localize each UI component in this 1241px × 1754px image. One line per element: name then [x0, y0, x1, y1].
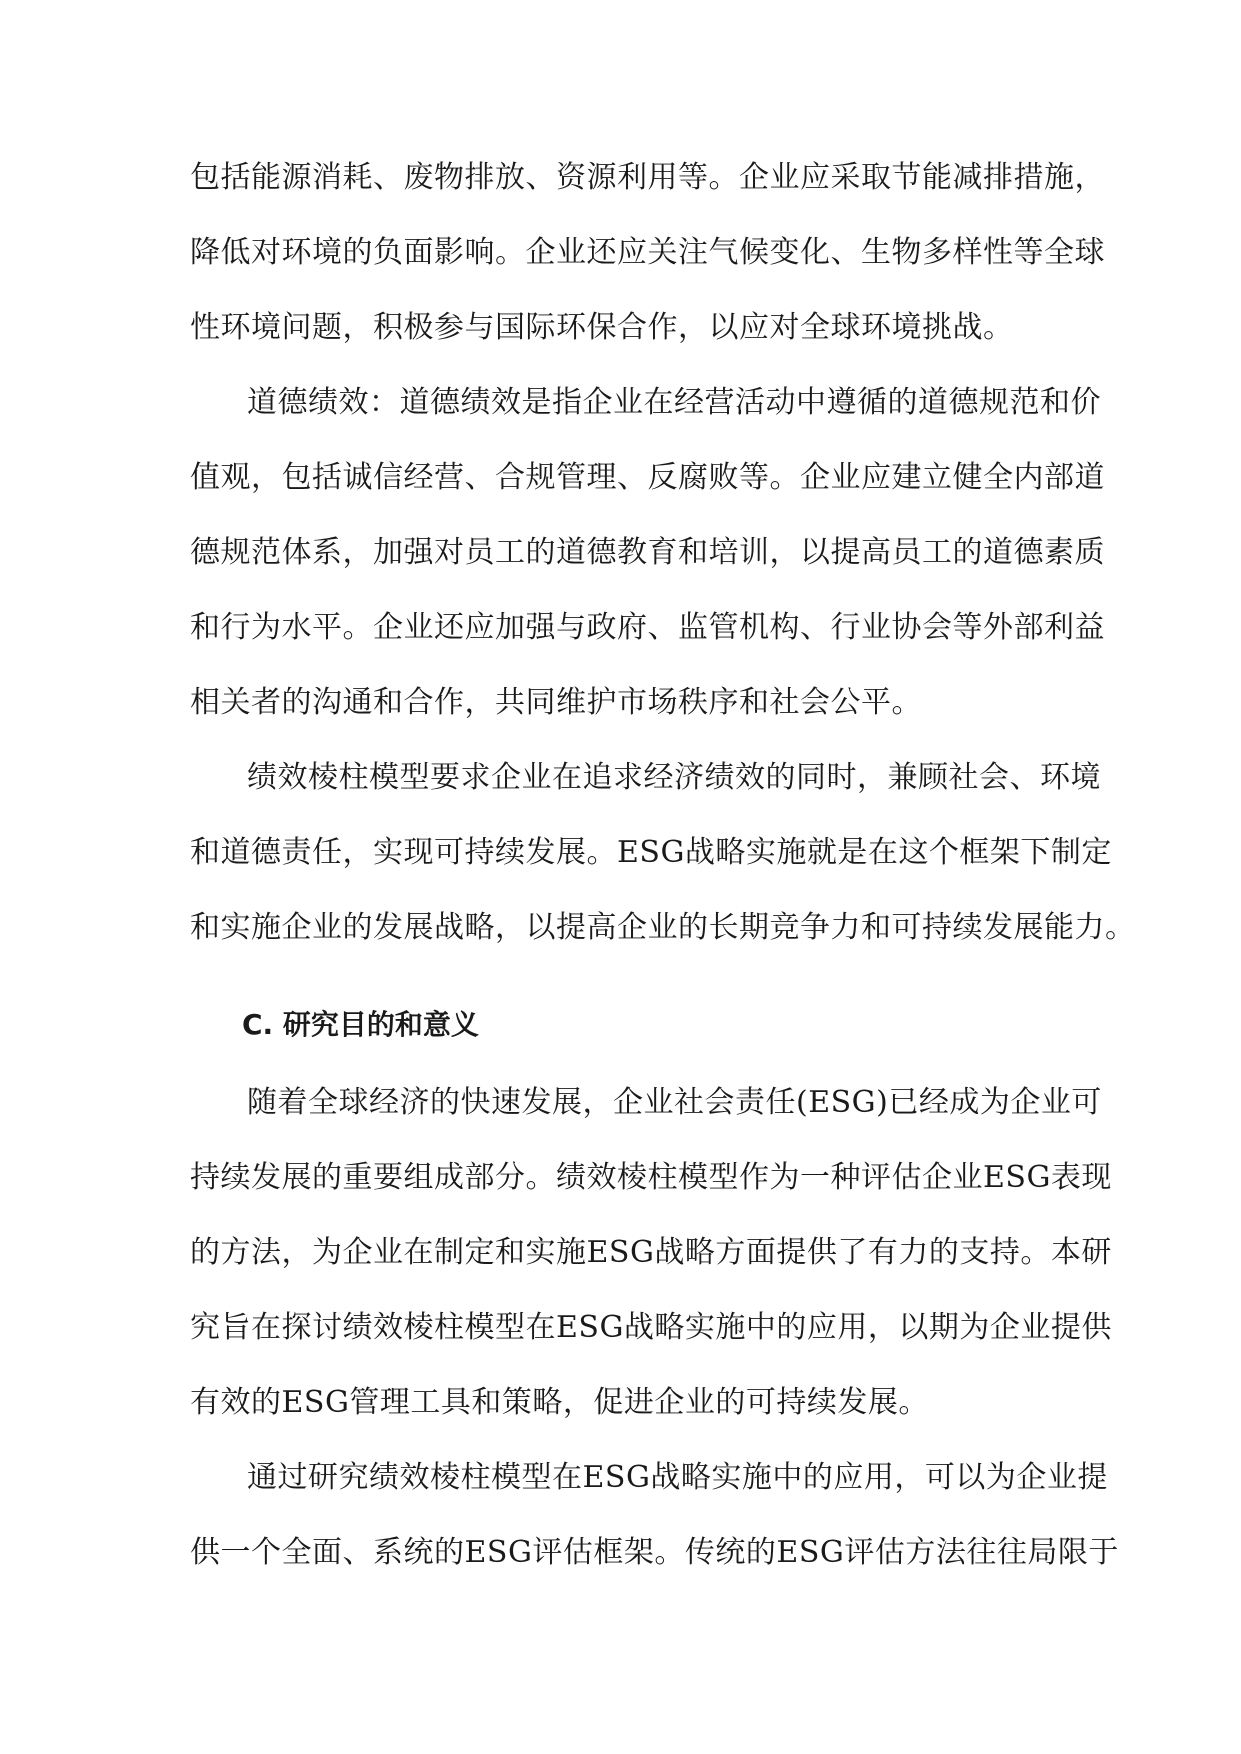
text-line: 和实施企业的发展战略，以提高企业的长期竞争力和可持续发展能力。 [190, 910, 1136, 945]
text-line: 和道德责任，实现可持续发展。ESG战略实施就是在这个框架下制定 [190, 835, 1112, 870]
text-line: 性环境问题，积极参与国际环保合作，以应对全球环境挑战。 [190, 310, 1014, 345]
paragraph-research-purpose [190, 1065, 1112, 1440]
text-line: 德规范体系，加强对员工的道德教育和培训，以提高员工的道德素质 [190, 535, 1105, 570]
text-line: 值观，包括诚信经营、合规管理、反腐败等。企业应建立健全内部道 [190, 460, 1105, 495]
text-line: 和行为水平。企业还应加强与政府、监管机构、行业协会等外部利益 [190, 610, 1105, 645]
text-line: 道德绩效：道德绩效是指企业在经营活动中遵循的道德规范和价 [247, 385, 1101, 420]
text-line: 供一个全面、系统的ESG评估框架。传统的ESG评估方法往往局限于 [190, 1535, 1119, 1570]
text-line: 的方法，为企业在制定和实施ESG战略方面提供了有力的支持。本研 [190, 1235, 1112, 1270]
text-line: 通过研究绩效棱柱模型在ESG战略实施中的应用，可以为企业提 [247, 1460, 1108, 1495]
text-line: 绩效棱柱模型要求企业在追求经济绩效的同时，兼顾社会、环境 [247, 760, 1101, 795]
text-line: 相关者的沟通和合作，共同维护市场秩序和社会公平。 [190, 685, 922, 720]
document-page [190, 140, 1136, 1590]
text-line: 降低对环境的负面影响。企业还应关注气候变化、生物多样性等全球 [190, 235, 1105, 270]
paragraph-prism-model-summary [190, 740, 1136, 965]
paragraph-environment-continued [190, 140, 1105, 365]
paragraph-research-significance [190, 1440, 1119, 1590]
text-line: 随着全球经济的快速发展，企业社会责任(ESG)已经成为企业可 [247, 1085, 1102, 1120]
text-line: 究旨在探讨绩效棱柱模型在ESG战略实施中的应用，以期为企业提供 [190, 1310, 1112, 1345]
text-line: 包括能源消耗、废物排放、资源利用等。企业应采取节能减排措施， [190, 160, 1105, 195]
text-line: 持续发展的重要组成部分。绩效棱柱模型作为一种评估企业ESG表现 [190, 1160, 1112, 1195]
section-heading: C. 研究目的和意义 [242, 1008, 479, 1041]
paragraph-ethical-performance [190, 365, 1105, 740]
text-line: 有效的ESG管理工具和策略，促进企业的可持续发展。 [190, 1385, 929, 1420]
